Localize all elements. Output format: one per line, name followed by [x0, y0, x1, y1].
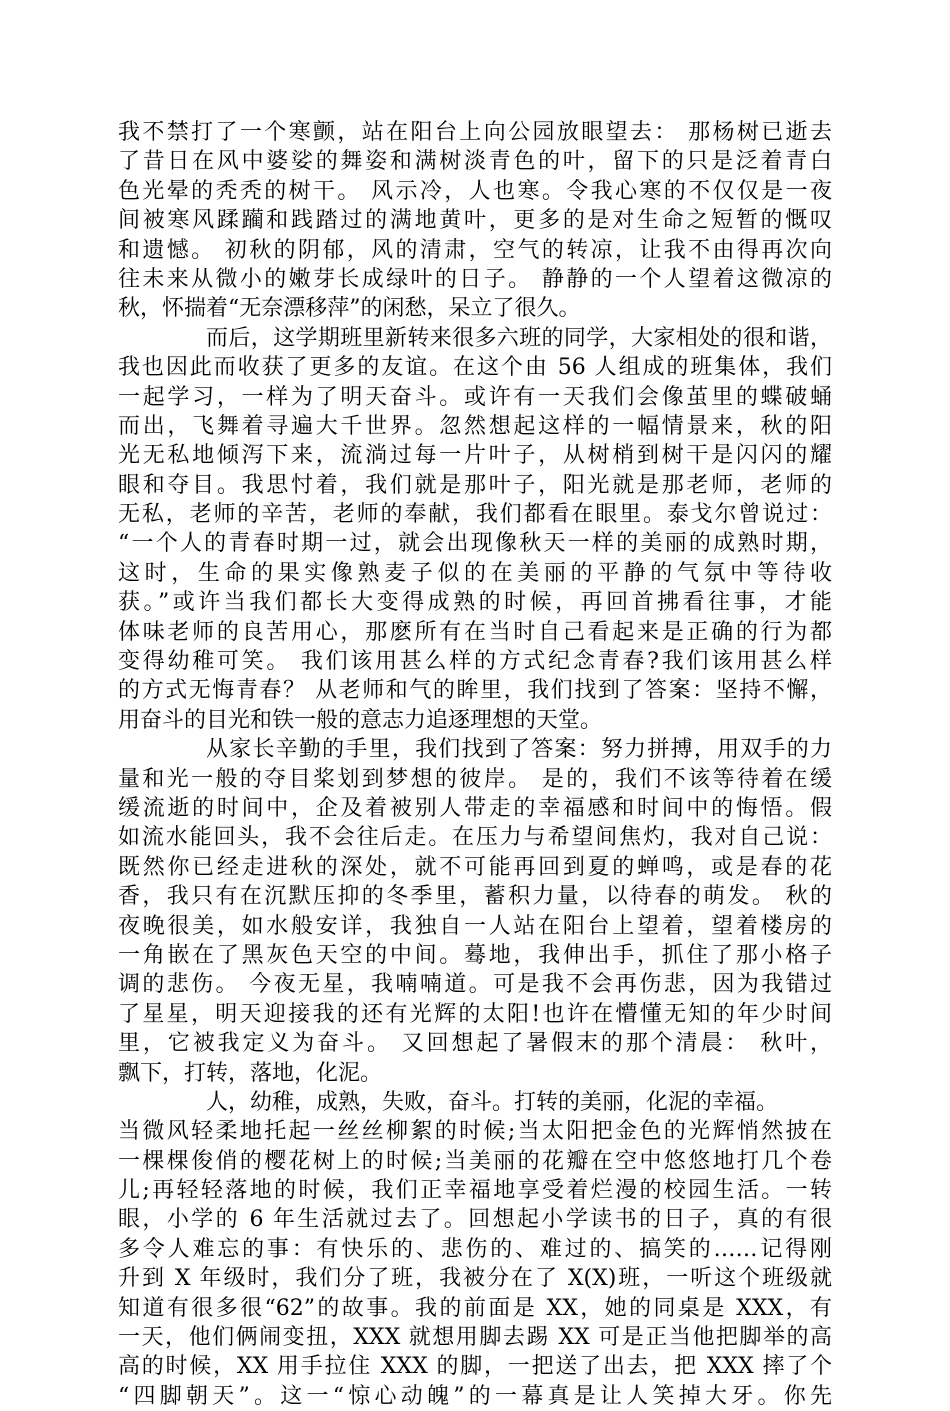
text-line: 色光晕的秃秃的树干。 风示冷，人也寒。令我心寒的不仅仅是一夜	[118, 178, 832, 204]
text-line: 我不禁打了一个寒颤，站在阳台上向公园放眼望去： 那杨树已逝去	[118, 120, 832, 145]
text-line: 秋，怀揣着“无奈漂移萍”的闲愁，呆立了很久。	[118, 296, 581, 322]
text-line: 里，它被我定义为奋斗。 又回想起了暑假末的那个清晨： 秋叶，	[118, 1031, 832, 1057]
text-line: “四脚朝天”。这一“惊心动魄”的一幕真是让人笑掉大牙。你先	[118, 1383, 832, 1409]
text-line: 量和光一般的夺目桨划到梦想的彼岸。 是的，我们不该等待着在缓	[118, 766, 832, 792]
text-line: 飘下，打转，落地，化泥。	[118, 1060, 383, 1086]
text-line: 一起学习，一样为了明天奋斗。或许有一天我们会像茧里的蝶破蛹	[118, 384, 832, 410]
text-line: 多令人难忘的事：有快乐的、悲伤的、难过的、搞笑的……记得刚	[118, 1236, 832, 1262]
text-line: 一棵棵俊俏的樱花树上的时候;当美丽的花瓣在空中悠悠地打几个卷	[118, 1148, 832, 1174]
text-line: 这时，生命的果实像熟麦子似的在美丽的平静的气氛中等待收	[118, 560, 832, 586]
document-page	[118, 118, 832, 1409]
text-line: 眼和夺目。我思忖着，我们就是那叶子，阳光就是那老师，老师的	[118, 472, 832, 498]
text-line: 了星星，明天迎接我的还有光辉的太阳!也许在懵懂无知的年少时间	[118, 1001, 832, 1027]
text-line: 当微风轻柔地托起一丝丝柳絮的时候;当太阳把金色的光辉悄然披在	[118, 1119, 832, 1145]
text-line: 升到 X 年级时，我们分了班，我被分在了 X(X)班，一听这个班级就	[118, 1266, 832, 1292]
text-line: 如流水能回头，我不会往后走。在压力与希望间焦灼，我对自己说：	[118, 825, 832, 851]
text-line: 体味老师的良苦用心，那麽所有在当时自己看起来是正确的行为都	[118, 619, 832, 645]
text-line: 缓流逝的时间中，企及着被别人带走的幸福感和时间中的悔悟。假	[118, 795, 832, 821]
text-line: 的方式无悔青春？ 从老师和气的眸里，我们找到了答案：坚持不懈，	[118, 678, 832, 704]
text-line: 无私，老师的辛苦，老师的奉献，我们都看在眼里。泰戈尔曾说过：	[118, 502, 832, 528]
text-line: 和遗憾。 初秋的阴郁，风的清肃，空气的转凉，让我不由得再次向	[118, 237, 832, 263]
text-line: 间被寒风蹂躏和践踏过的满地黄叶，更多的是对生命之短暂的慨叹	[118, 208, 832, 234]
text-line: 儿;再轻轻落地的时候，我们正幸福地享受着烂漫的校园生活。一转	[118, 1178, 832, 1204]
text-line: 既然你已经走进秋的深处，就不可能再回到夏的蝉鸣，或是春的花	[118, 854, 832, 880]
text-line: 一角嵌在了黑灰色天空的中间。蓦地，我伸出手，抓住了那小格子	[118, 942, 832, 968]
text-line: 获。”或许当我们都长大变得成熟的时候，再回首拂看往事，才能	[118, 590, 832, 616]
text-line: 夜晚很美，如水般安详，我独自一人站在阳台上望着，望着楼房的	[118, 913, 832, 939]
text-line: 用奋斗的目光和铁一般的意志力追逐理想的天堂。	[118, 707, 603, 733]
text-line: 我也因此而收获了更多的友谊。在这个由 56 人组成的班集体，我们	[118, 355, 832, 381]
text-line: 往未来从微小的嫩芽长成绿叶的日子。 静静的一个人望着这微凉的	[118, 266, 832, 292]
paragraph-first-line: 人，幼稚，成熟，失败，奋斗。打转的美丽，化泥的幸福。	[206, 1089, 779, 1115]
text-line: 一天，他们俩闹变扭，XXX 就想用脚去踢 XX 可是正当他把脚举的高	[118, 1325, 832, 1351]
paragraph-first-line: 而后，这学期班里新转来很多六班的同学，大家相处的很和谐，	[206, 325, 832, 351]
text-line: 知道有很多很“62”的故事。我的前面是 XX，她的同桌是 XXX，有	[118, 1295, 832, 1321]
text-line: 眼，小学的 6 年生活就过去了。回想起小学读书的日子，真的有很	[118, 1207, 832, 1233]
text-line: “一个人的青春时期一过，就会出现像秋天一样的美丽的成熟时期，	[118, 531, 832, 557]
text-line: 而出，飞舞着寻遍大千世界。忽然想起这样的一幅情景来，秋的阳	[118, 413, 832, 439]
paragraph-first-line: 从家长辛勤的手里，我们找到了答案：努力拼搏，用双手的力	[206, 737, 832, 763]
text-line: 调的悲伤。 今夜无星，我喃喃道。可是我不会再伤悲，因为我错过	[118, 972, 832, 998]
body-text	[118, 118, 832, 1411]
text-line: 光无私地倾泻下来，流淌过每一片叶子，从树梢到树干是闪闪的耀	[118, 443, 832, 469]
text-line: 变得幼稚可笑。 我们该用甚么样的方式纪念青春?我们该用甚么样	[118, 649, 832, 675]
text-line: 了昔日在风中婆娑的舞姿和满树淡青色的叶，留下的只是泛着青白	[118, 149, 832, 175]
text-line: 香，我只有在沉默压抑的冬季里，蓄积力量，以待春的萌发。 秋的	[118, 884, 832, 910]
text-line: 高的时候，XX 用手拉住 XXX 的脚，一把送了出去，把 XXX 摔了个	[118, 1354, 832, 1380]
